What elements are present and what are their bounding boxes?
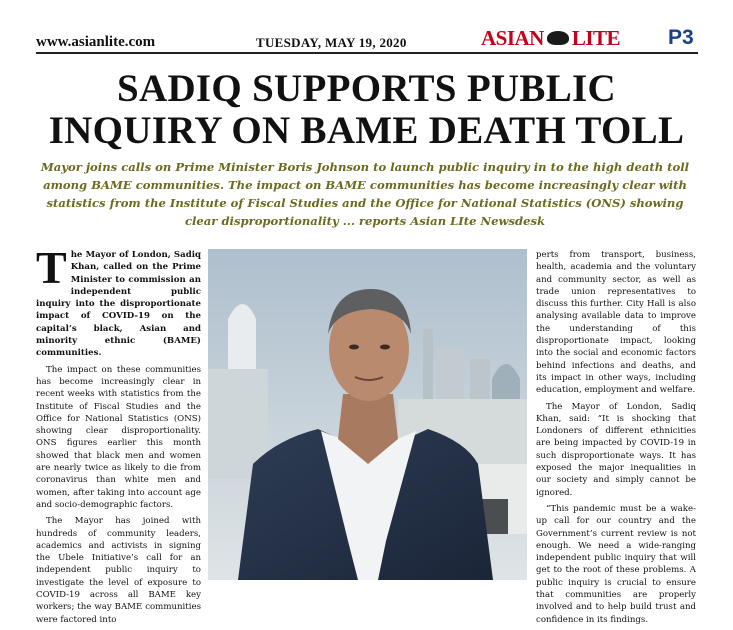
headline-line-2: INQUIRY ON BAME DEATH TOLL bbox=[48, 109, 685, 152]
mayor-portrait-photo bbox=[208, 249, 527, 580]
masthead-rule bbox=[36, 52, 698, 54]
body-paragraph: “This pandemic must be a wake-up call for our country and the Government’s current review is not enough. We need a wide-ranging independent public inquiry that will get to the root of these problems. A public inquiry is crucial to ensure that communities are properly involved and to help build trust and confidence in its findings. bbox=[536, 503, 696, 625]
logo-word-lite: LITE bbox=[571, 26, 621, 50]
crest-icon bbox=[547, 31, 569, 45]
asian-lite-logo bbox=[481, 26, 620, 51]
lead-paragraph bbox=[36, 242, 201, 360]
masthead bbox=[36, 26, 698, 52]
body-paragraph: The Mayor has joined with hundreds of community leaders, academics and activists in signing the Ubele Initiative’s call for an independent public inquiry to investigate the level of exposure to COVID-19 across all BAME key workers; the way BAME communities were factored into bbox=[36, 516, 201, 625]
headline bbox=[20, 68, 713, 152]
body-paragraph: perts from transport, business, health, academia and the voluntary and community sector, as well as trade union representatives to discuss this further. City Hall is also analysing available data to improve the understanding of this disproportionate impact, looking into the social and economic factors behind infections and deaths, and its impact in other ways, including education, employment and welfare. bbox=[536, 250, 696, 396]
photo-illustration bbox=[208, 249, 527, 580]
body-paragraph: The Mayor of London, Sadiq Khan, said: “It is shocking that Londoners of different ethnicities are being impacted by COVID-19 in such disproportionate ways. It has exposed the major inequalities in our society and simply cannot be ignored. bbox=[536, 401, 696, 498]
article-column-1 bbox=[36, 242, 201, 630]
lead-text: he Mayor of London, Sadiq Khan, called on the Prime Minister to commission an independent public inquiry into the disproportionate impact of COVID-19 on the capital’s black, Asian and minority ethnic (BAME) communities. bbox=[36, 250, 201, 359]
site-url[interactable]: www.asianlite.com bbox=[36, 34, 156, 50]
headline-line-1: SADIQ SUPPORTS PUBLIC bbox=[116, 67, 617, 110]
drop-cap: T bbox=[36, 242, 67, 293]
logo-word-asian: ASIAN bbox=[481, 26, 544, 50]
page-number: P3 bbox=[668, 26, 694, 49]
issue-date: TUESDAY, MAY 19, 2020 bbox=[256, 35, 407, 50]
article-column-3 bbox=[536, 249, 696, 630]
body-paragraph: The impact on these communities has become increasingly clear in recent weeks with statistics from the Institute of Fiscal Studies and the Office for National Statistics (ONS) showing clear disproportionality. ONS figures earlier this month showed that black men and women are nearly twice as likely to die from coronavirus than white men and women, after taking into account age and socio-demographic factors. bbox=[36, 364, 201, 510]
standfirst: Mayor joins calls on Prime Minister Boris Johnson to launch public inquiry in to the high death toll among BAME communities. The impact on BAME communities has become increasingly clear with statistics from the Institute of Fiscal Studies and the Office for National Statistics (ONS) showing clear disproportionality ... reports Asian LIte Newsdesk bbox=[40, 160, 690, 228]
